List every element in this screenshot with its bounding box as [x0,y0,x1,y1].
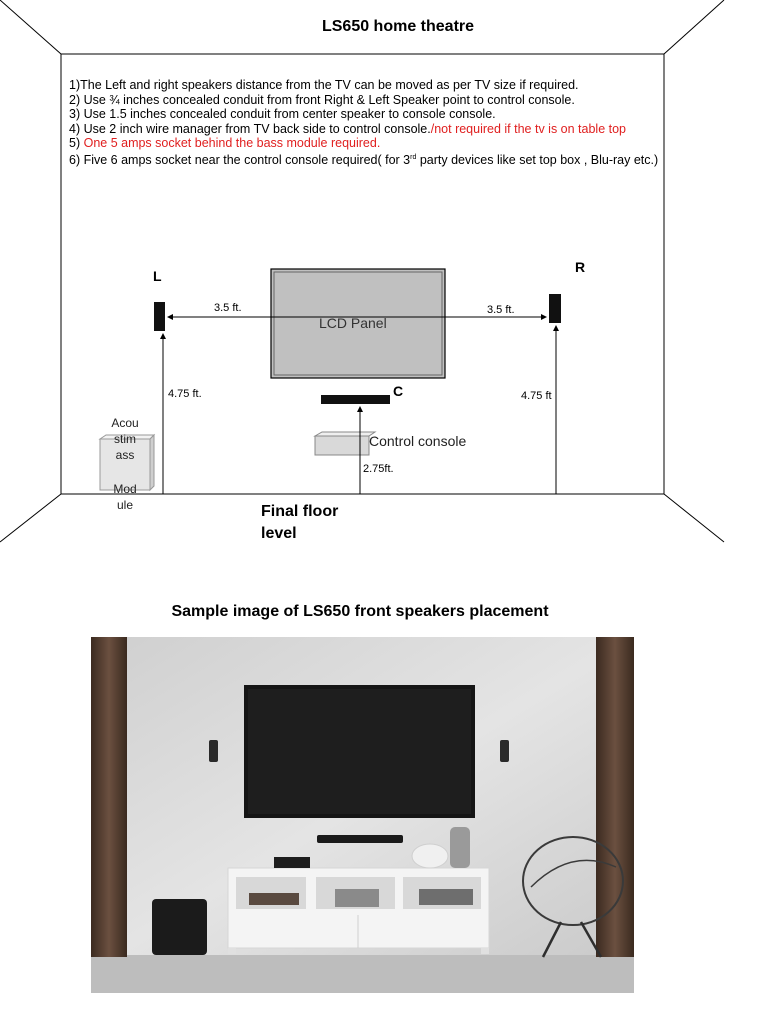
shelf-books-left [249,893,299,905]
note-6-superscript: rd [410,153,417,161]
center-speaker-label: C [393,383,404,399]
console-height-label: 2.75ft. [363,463,394,475]
shelf-books-right [419,889,473,905]
right-speaker [549,294,561,323]
note-3: 3) Use 1.5 inches concealed conduit from center speaker to console console. [69,107,496,122]
bass-label-line-2: stim [114,432,136,446]
photo-tv-screen [248,689,471,814]
note-2: 2) Use ¾ inches concealed conduit from front Right & Left Speaker point to control console. [69,92,575,107]
right-wood-pillar [596,637,634,957]
note-4-red-text: /not required if the tv is on table top [430,121,627,136]
bass-module-side [150,435,154,490]
control-console [315,436,369,455]
left-wood-pillar [91,637,127,957]
room-corner-line-bl [0,494,61,542]
sample-title: Sample image of LS650 front speakers placement [171,603,549,620]
white-vase [412,844,448,868]
note-5-red-text: One 5 amps socket behind the bass module required. [83,136,381,151]
diagram-title: LS650 home theatre [321,18,475,35]
left-speaker [154,302,165,331]
photo-soundbar [317,835,403,843]
installation-notes [69,78,669,168]
room-corner-line-tr [664,0,724,54]
note-6-text-a: 6) Five 6 amps socket near the control console required( for 3 [69,153,411,168]
photo-right-speaker [500,740,509,762]
right-distance-label: 3.5 ft. [487,304,515,316]
control-console-label: Control console [369,433,467,449]
note-6-text-b: party devices like set top box , Blu-ray etc.) [416,153,659,168]
room-corner-line-br [664,494,724,542]
control-console-top [315,432,375,436]
cabinet-leg-left [228,948,236,954]
bass-label-line-5: ule [116,498,133,512]
center-speaker [321,395,390,404]
note-6 [69,151,669,168]
right-height-label: 4.75 ft [521,390,552,402]
bass-label-line-4: Mod [113,482,137,496]
left-height-label: 4.75 ft. [168,388,202,400]
note-4-text: 4) Use 2 inch wire manager from TV back side to control console. [69,121,431,136]
room-corner-line-tl [0,0,61,54]
right-speaker-label: R [575,259,586,275]
bass-label-line-3: ass [115,448,135,462]
left-speaker-label: L [153,268,162,284]
bass-module-label-lower [100,481,150,513]
sample-room-photo [91,637,634,993]
shelf-box-middle [335,889,379,907]
photo-left-speaker [209,740,218,762]
sample-room-illustration [91,637,634,993]
cabinet-leg-right [481,948,489,954]
photo-control-console [274,857,310,868]
note-5-prefix: 5) [69,136,84,151]
photo-bass-module [152,899,207,955]
note-5 [69,136,669,151]
note-1: 1)The Left and right speakers distance from the TV can be moved as per TV size if required. [69,78,579,92]
bass-label-line-1: Acou [111,416,139,430]
floor-level-label: Final floor level [261,503,339,542]
floor [91,955,634,993]
tv-label: LCD Panel [319,315,387,331]
grey-vase [450,827,470,868]
note-4 [69,122,669,137]
left-distance-label: 3.5 ft. [214,302,242,314]
bass-module-label [100,415,150,463]
